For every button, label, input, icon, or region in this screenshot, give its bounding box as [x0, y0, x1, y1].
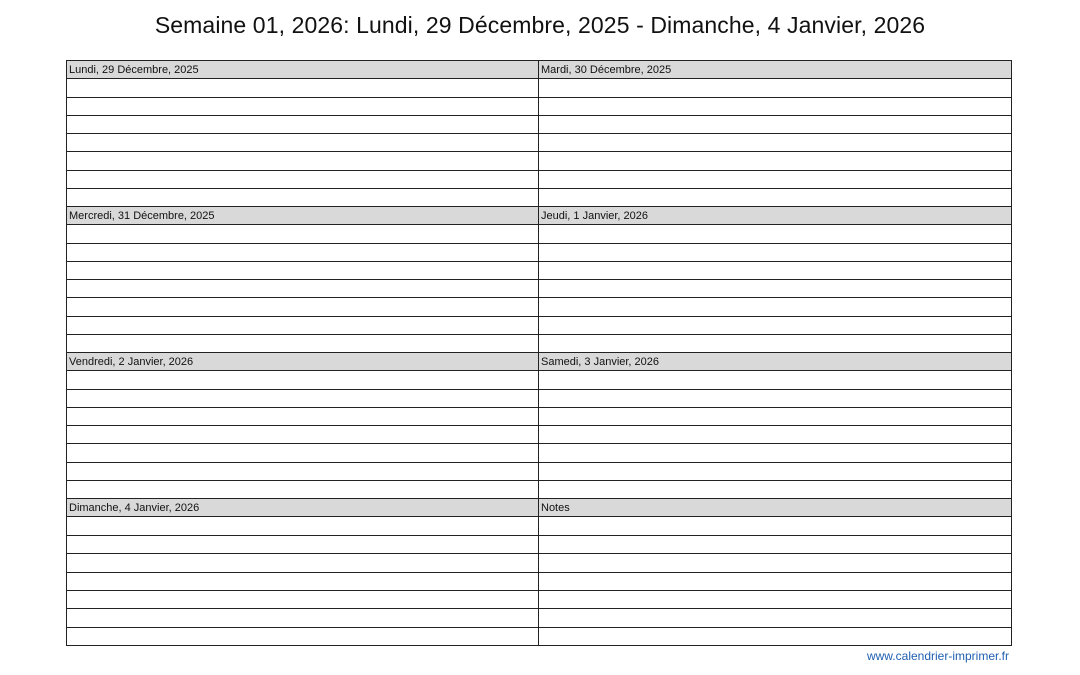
day-block-monday [67, 61, 539, 207]
day-header: Dimanche, 4 Janvier, 2026 [67, 499, 538, 517]
writing-line [67, 371, 538, 389]
writing-line [67, 189, 538, 206]
writing-line [67, 134, 538, 152]
writing-line [539, 573, 1011, 591]
notes-block [539, 499, 1011, 645]
writing-line [67, 481, 538, 498]
writing-line [539, 554, 1011, 572]
writing-line [67, 335, 538, 352]
day-header: Jeudi, 1 Janvier, 2026 [539, 207, 1011, 225]
writing-line [539, 371, 1011, 389]
writing-line [539, 98, 1011, 116]
writing-line [539, 536, 1011, 554]
day-block-friday [67, 353, 539, 499]
writing-line [539, 426, 1011, 444]
day-block-wednesday [67, 207, 539, 353]
writing-line [539, 280, 1011, 298]
footer-website-link[interactable]: www.calendrier-imprimer.fr [866, 649, 1009, 663]
weekly-planner-grid [66, 60, 1012, 646]
day-header: Lundi, 29 Décembre, 2025 [67, 61, 538, 79]
day-header: Samedi, 3 Janvier, 2026 [539, 353, 1011, 371]
notes-header: Notes [539, 499, 1011, 517]
writing-line [67, 463, 538, 481]
writing-line [539, 134, 1011, 152]
writing-line [67, 573, 538, 591]
writing-line [539, 225, 1011, 243]
writing-line [539, 390, 1011, 408]
writing-line [67, 98, 538, 116]
writing-line [67, 116, 538, 134]
page-title: Semaine 01, 2026: Lundi, 29 Décembre, 2025 - Dimanche, 4 Janvier, 2026 [154, 12, 926, 38]
writing-line [539, 517, 1011, 535]
writing-line [67, 554, 538, 572]
writing-line [539, 298, 1011, 316]
writing-line [67, 591, 538, 609]
writing-line [539, 335, 1011, 352]
day-block-saturday [539, 353, 1011, 499]
writing-line [67, 444, 538, 462]
writing-line [67, 317, 538, 335]
writing-line [67, 280, 538, 298]
day-block-tuesday [539, 61, 1011, 207]
writing-line [67, 171, 538, 189]
writing-line [539, 116, 1011, 134]
writing-line [67, 408, 538, 426]
writing-line [539, 171, 1011, 189]
day-block-thursday [539, 207, 1011, 353]
writing-line [67, 244, 538, 262]
writing-line [539, 408, 1011, 426]
writing-line [539, 481, 1011, 498]
writing-line [67, 225, 538, 243]
day-header: Mercredi, 31 Décembre, 2025 [67, 207, 538, 225]
writing-line [67, 152, 538, 170]
writing-line [67, 298, 538, 316]
writing-line [539, 244, 1011, 262]
writing-line [67, 79, 538, 97]
writing-line [67, 426, 538, 444]
writing-line [539, 609, 1011, 627]
writing-line [539, 628, 1011, 645]
writing-line [539, 262, 1011, 280]
day-block-sunday [67, 499, 539, 645]
writing-line [539, 317, 1011, 335]
writing-line [539, 189, 1011, 206]
writing-line [539, 591, 1011, 609]
writing-line [67, 536, 538, 554]
writing-line [539, 463, 1011, 481]
writing-line [67, 517, 538, 535]
writing-line [539, 79, 1011, 97]
writing-line [67, 609, 538, 627]
writing-line [67, 628, 538, 645]
day-header: Mardi, 30 Décembre, 2025 [539, 61, 1011, 79]
writing-line [539, 152, 1011, 170]
writing-line [539, 444, 1011, 462]
day-header: Vendredi, 2 Janvier, 2026 [67, 353, 538, 371]
writing-line [67, 262, 538, 280]
writing-line [67, 390, 538, 408]
